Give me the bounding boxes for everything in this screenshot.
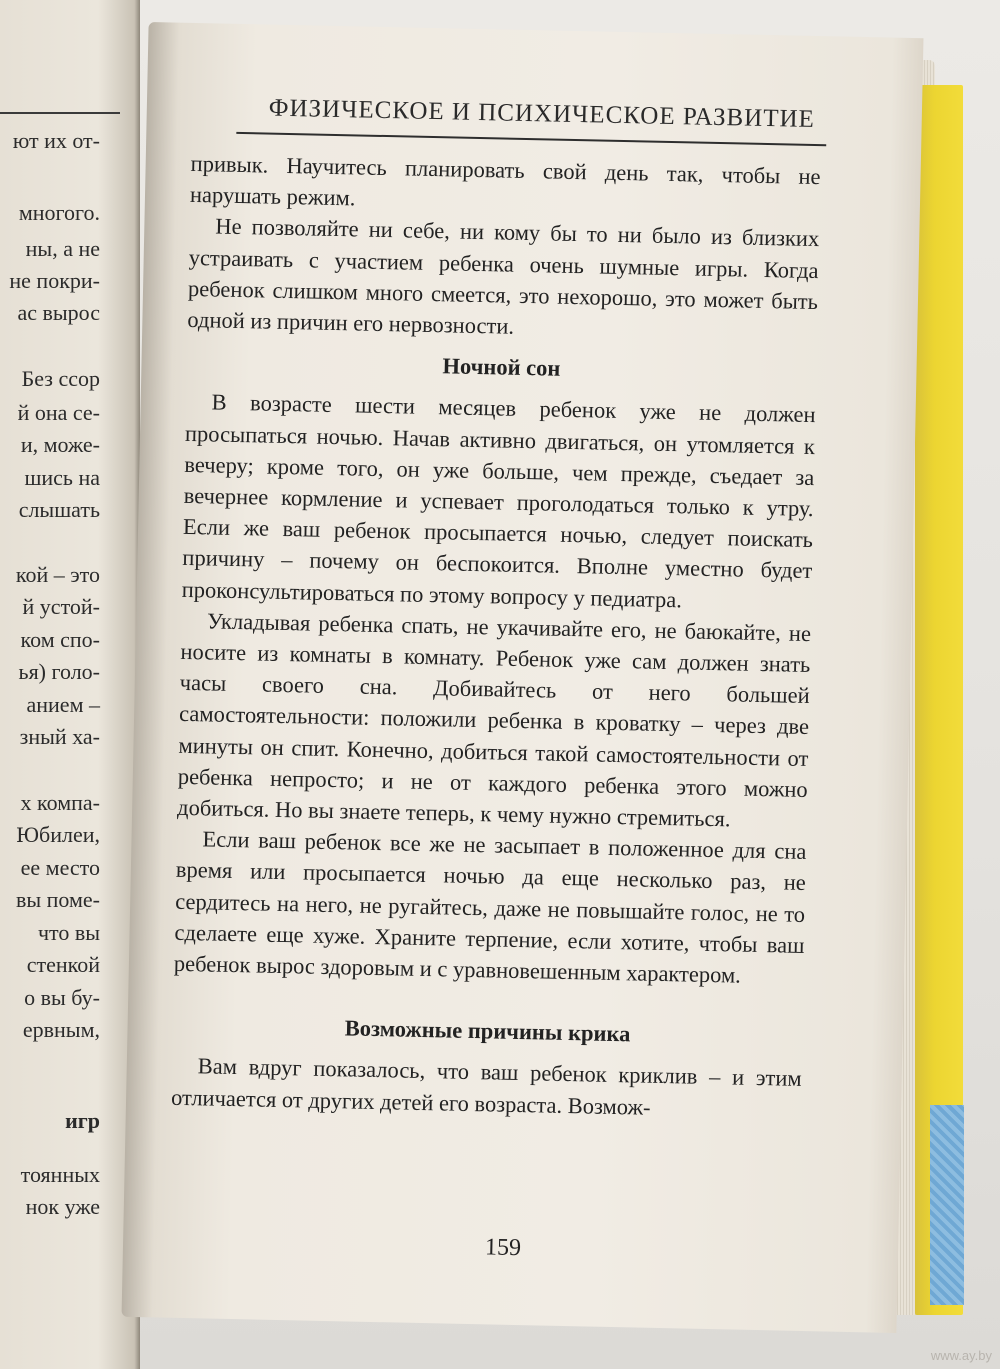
left-page-line: вы поме-: [15, 887, 100, 912]
left-page-line: й устой-: [22, 594, 100, 619]
page-number: 159: [484, 1234, 522, 1262]
paragraph: Если ваш ребенок все же не засыпает в положенное для сна время или просыпается ночью да еще несколько раз, не сердитесь на него, не ругайтесь, даже не повышайте голос, не то сделаете еще хуже. Храните терпение, если хотите, чтобы ваш ребенок вырос здоровым и с уравновешенным характером.: [173, 826, 807, 988]
left-head-rule: [0, 112, 120, 114]
left-page-line: тоянных: [20, 1162, 100, 1187]
left-page-line: не покри-: [9, 268, 100, 293]
left-page-line: ют их от-: [12, 128, 100, 153]
paragraph: Вам вдруг показалось, что ваш ребенок криклив – и этим отличается от других детей его возраста. Возмож-: [170, 1053, 802, 1120]
section-heading: Возможные причины крика: [344, 1015, 631, 1047]
left-page-line: Без ссор: [21, 366, 100, 391]
left-page-line: ас вырос: [17, 300, 100, 325]
left-page: [0, 0, 140, 1369]
left-page-line: о вы бу-: [24, 985, 100, 1010]
left-page-line: стенкой: [26, 952, 100, 977]
left-page-line: игр: [65, 1108, 100, 1133]
paragraph: Не позволяйте ни себе, ни кому бы то ни было из близких устраивать с участием ребенка очень шумные игры. Когда ребенок слишком много смеется, это нехорошо, это может быть одной из причин его нервозности.: [187, 213, 820, 339]
left-page-line: кой – это: [15, 562, 100, 587]
left-page-line: х компа-: [20, 790, 100, 815]
paragraph: В возрасте шести месяцев ребенок уже не должен просыпаться ночью. Начав активно двигаться, он утомляется к вечеру; кроме того, он уже больше, чем прежде, съедает за вечернее кормление и успевает проголодаться только к утру. Если же ваш ребенок просыпается ночью, следует поискать причину – почему он беспокоится. Вполне уместно будет проконсультироваться по этому вопросу у педиатра.: [181, 389, 816, 612]
left-page-line: ья) голо-: [18, 659, 100, 684]
body-text: [171, 148, 821, 1126]
left-page-line: нок уже: [25, 1194, 100, 1219]
left-page-line: что вы: [37, 920, 100, 945]
left-page-line: ны, а не: [25, 236, 100, 261]
left-page-line: зный ха-: [19, 724, 100, 749]
left-page-line: ервным,: [22, 1017, 100, 1042]
left-page-line: многого.: [18, 200, 100, 225]
watermark: www.ay.by: [930, 1348, 992, 1363]
running-head: ФИЗИЧЕСКОЕ И ПСИХИЧЕСКОЕ РАЗВИТИЕ: [268, 94, 816, 133]
left-page-line: шись на: [24, 465, 100, 490]
right-page: [122, 22, 924, 1333]
paragraph: Укладывая ребенка спать, не укачивайте его, не баюкайте, не носите из комнаты в комнату. Ребенок уже сам должен знать часы своего сна. Добивайтесь от него большей самостоятельности: положили ребенка в кроватку – через две минуты он спит. Конечно, добиться такой самостоятельности от ребенка непросто; и не от каждого ребенка этого можно добиться. Но вы знаете теперь, к чему нужно стремиться.: [176, 608, 812, 832]
left-page-line: й она се-: [17, 400, 100, 425]
left-page-line: слышать: [18, 497, 100, 522]
section-heading: Ночной сон: [442, 353, 561, 381]
left-page-line: Юбилеи,: [16, 822, 100, 847]
left-page-line: и, може-: [20, 432, 100, 457]
left-page-line: ее место: [20, 855, 100, 880]
book-cover-pattern: [930, 1105, 964, 1305]
left-page-line: ком спо-: [20, 627, 100, 652]
running-head-rule: [236, 132, 826, 146]
paragraph: привык. Научитесь планировать свой день так, чтобы не нарушать режим.: [189, 150, 821, 211]
left-page-line: анием –: [26, 692, 100, 717]
